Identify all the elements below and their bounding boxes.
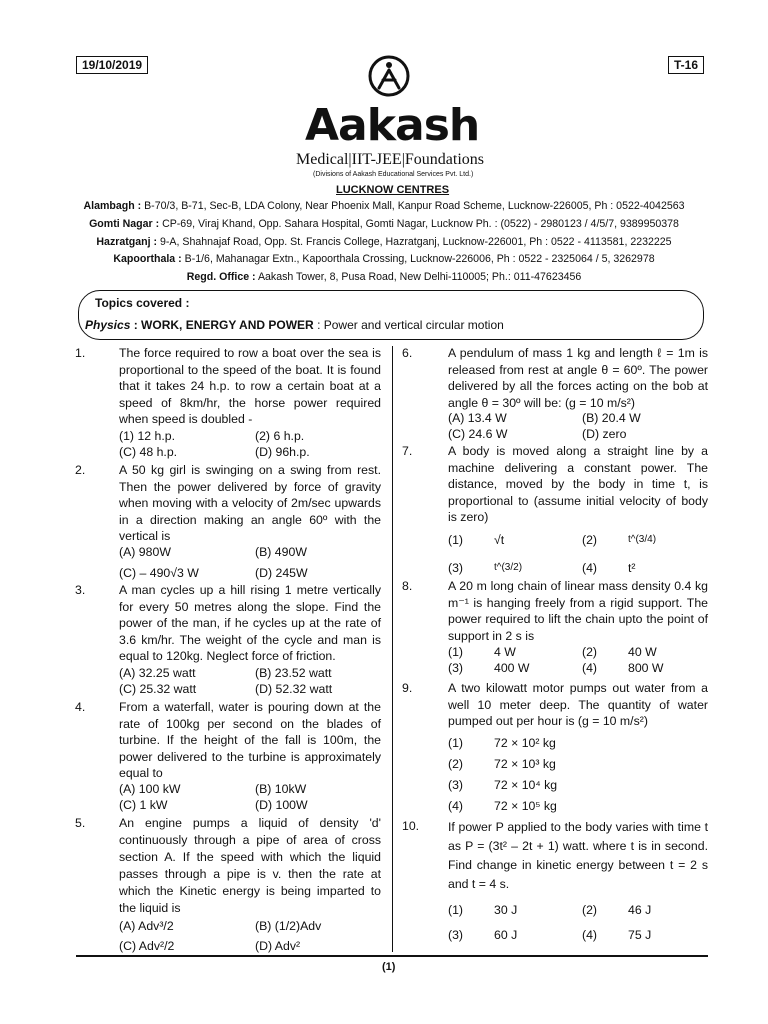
test-code: T-16 [674, 58, 699, 72]
question-text: An engine pumps a liquid of density 'd' continuously through a pipe of area of cross section A. If the speed with which the liquid passes through a pipe is v. then the rate at which the Kinetic energy is being imparted to the liquid is [119, 816, 381, 915]
question-text: The force required to row a boat over the sea is proportional to the speed of the boat. It is found that it takes 24 h.p. to row a certain boat at a speed of 8km/hr, the horse power required when speed is doubled - [119, 346, 381, 426]
option-value: 72 × 10⁴ kg [494, 778, 558, 792]
topics-subtopic: : Power and vertical circular motion [317, 318, 504, 332]
option-label: (2) [582, 903, 598, 917]
centre-address: B-70/3, B-71, Sec-B, LDA Colony, Near Phoenix Mall, Kanpur Road Scheme, Lucknow-226005, Ph : 0522-4042563 [144, 200, 685, 212]
option-label: (4) [582, 561, 598, 575]
centre-address: Aakash Tower, 8, Pusa Road, New Delhi-110005; Ph.: 011-47623456 [257, 271, 582, 283]
centre-name: Gomti Nagar : [89, 218, 160, 230]
option: (2) 6 h.p. [255, 429, 305, 443]
option: (D) 100W [255, 798, 308, 812]
option-value: √t [494, 533, 505, 547]
centre-name: Alambagh : [83, 200, 142, 212]
brand-logo: Aakash [305, 100, 480, 151]
option: (C) 1 kW [119, 798, 168, 812]
option-value: 46 J [628, 903, 652, 917]
option: (B) 10kW [255, 782, 307, 796]
topics-line [85, 318, 504, 332]
option: (A) 32.25 watt [119, 666, 196, 680]
option: (C) 25.32 watt [119, 682, 197, 696]
option-value: 72 × 10² kg [494, 736, 556, 750]
option-label: (1) [448, 736, 464, 750]
option-value: 4 W [494, 645, 516, 659]
option-label: (4) [582, 661, 598, 675]
centres-title: LUCKNOW CENTRES [336, 184, 450, 196]
centre-address: CP-69, Viraj Khand, Opp. Sahara Hospital, Gomti Nagar, Lucknow Ph. : (0522) - 2980123 / 4/5/7, 9389950378 [162, 218, 679, 230]
centre-name: Regd. Office : [186, 271, 256, 283]
centre-kapoorthala [0, 253, 768, 265]
brand-tagline: Medical|IIT-JEE|Foundations [296, 151, 485, 168]
option: (B) 490W [255, 545, 307, 559]
option: (B) 20.4 W [582, 411, 641, 425]
date: 19/10/2019 [82, 58, 143, 72]
question-text: A 50 kg girl is swinging on a swing from rest. Then the power delivered by force of gravity when moving with a velocity of 2m/sec upwards in a direction making an angle 60º with the vertical is [119, 463, 381, 543]
option-label: (2) [582, 533, 598, 547]
centre-gomti-nagar [0, 218, 768, 230]
topics-box [78, 290, 704, 340]
option: (C) Adv²/2 [119, 939, 175, 953]
option-value: 72 × 10⁵ kg [494, 799, 557, 813]
option: (A) 100 kW [119, 782, 181, 796]
option-value: t^(3/4) [628, 534, 657, 545]
option: (A) 13.4 W [448, 411, 507, 425]
column-divider [392, 346, 393, 952]
test-code-box [668, 56, 704, 74]
centre-address: 9-A, Shahnajaf Road, Opp. St. Francis College, Hazratganj, Lucknow-226001, Ph : 0522 - 4113581, 2232225 [160, 236, 672, 248]
question-text: If power P applied to the body varies with time t as P = (3t² – 2t + 1) watt. where t is in second. Find change in kinetic energy between t = 2 s and t = 4 s. [448, 820, 708, 891]
option-label: (1) [448, 903, 464, 917]
question-text: From a waterfall, water is pouring down at the rate of 100kg per second on the blades of turbine. If the height of the fall is 100m, the power delivered to the turbine is approximately equal to [119, 700, 381, 780]
option-label: (2) [582, 645, 598, 659]
brand-emblem-icon [367, 54, 411, 98]
option-label: (1) [448, 645, 464, 659]
centre-address: B-1/6, Mahanagar Extn., Kapoorthala Crossing, Lucknow-226006, Ph : 0522 - 2325064 / 5, 3262978 [184, 253, 655, 265]
centre-alambagh [0, 200, 768, 212]
option: (1) 12 h.p. [119, 429, 176, 443]
centre-name: Kapoorthala : [113, 253, 182, 265]
option-label: (1) [448, 533, 464, 547]
footer-rule [76, 955, 708, 957]
option-value: 40 W [628, 645, 657, 659]
option-label: (3) [448, 561, 464, 575]
division-note: (Divisions of Aakash Educational Services Pvt. Ltd.) [313, 171, 474, 178]
option-value: 60 J [494, 928, 518, 942]
option-value: 30 J [494, 903, 518, 917]
question-text: A 20 m long chain of linear mass density 0.4 kg m⁻¹ is hanging freely from a rigid support. The power required to lift the chain upto the point of support in 2 s is [448, 579, 708, 643]
page-number: (1) [382, 961, 396, 973]
centre-hazratganj [0, 236, 768, 248]
regd-office [0, 271, 768, 283]
option: (A) 980W [119, 545, 171, 559]
question-text: A two kilowatt motor pumps out water from a well 10 meter deep. The quantity of water pumped out per hour is (g = 10 m/s²) [448, 681, 708, 728]
option-label: (3) [448, 928, 464, 942]
option-label: (2) [448, 757, 464, 771]
option: (D) 52.32 watt [255, 682, 333, 696]
question-text: A man cycles up a hill rising 1 metre vertically for every 50 metres along the slope. Find the power of the man, if he cycles up at the rate of 3.6 km/hr. The weight of the cycle and man is equal to 120kg. Neglect force of friction. [119, 583, 381, 663]
option-label: (3) [448, 778, 464, 792]
option-value: 75 J [628, 928, 652, 942]
option: (C) 48 h.p. [119, 445, 178, 459]
option-value: 400 W [494, 661, 530, 675]
option-value: t^(3/2) [494, 562, 523, 573]
option-value: t² [628, 561, 636, 575]
option-label: (4) [448, 799, 464, 813]
option: (D) 96h.p. [255, 445, 310, 459]
option: (B) (1/2)Adv [255, 919, 322, 933]
option: (B) 23.52 watt [255, 666, 332, 680]
option-value: 72 × 10³ kg [494, 757, 556, 771]
option: (A) Adv³/2 [119, 919, 174, 933]
topics-subject: Physics [85, 318, 131, 332]
option-label: (3) [448, 661, 464, 675]
option: (C) – 490√3 W [119, 566, 199, 580]
option: (D) zero [582, 427, 627, 441]
topics-label: Topics covered : [95, 296, 190, 310]
date-box [76, 56, 148, 74]
option-label: (4) [582, 928, 598, 942]
topics-chapter: : WORK, ENERGY AND POWER [133, 318, 314, 332]
option: (C) 24.6 W [448, 427, 508, 441]
question-text: A pendulum of mass 1 kg and length ℓ = 1m is released from rest at angle θ = 60º. The power delivered by all the forces acting on the bob at angle θ = 30º will be: (g = 10 m/s²) [448, 346, 708, 410]
question-text: A body is moved along a straight line by a machine delivering a constant power. The distance, moved by the body in time t, is proportional to (assume initial velocity of body is zero) [448, 444, 708, 524]
option: (D) Adv² [255, 939, 301, 953]
option: (D) 245W [255, 566, 308, 580]
centre-name: Hazratganj : [96, 236, 158, 248]
option-value: 800 W [628, 661, 664, 675]
